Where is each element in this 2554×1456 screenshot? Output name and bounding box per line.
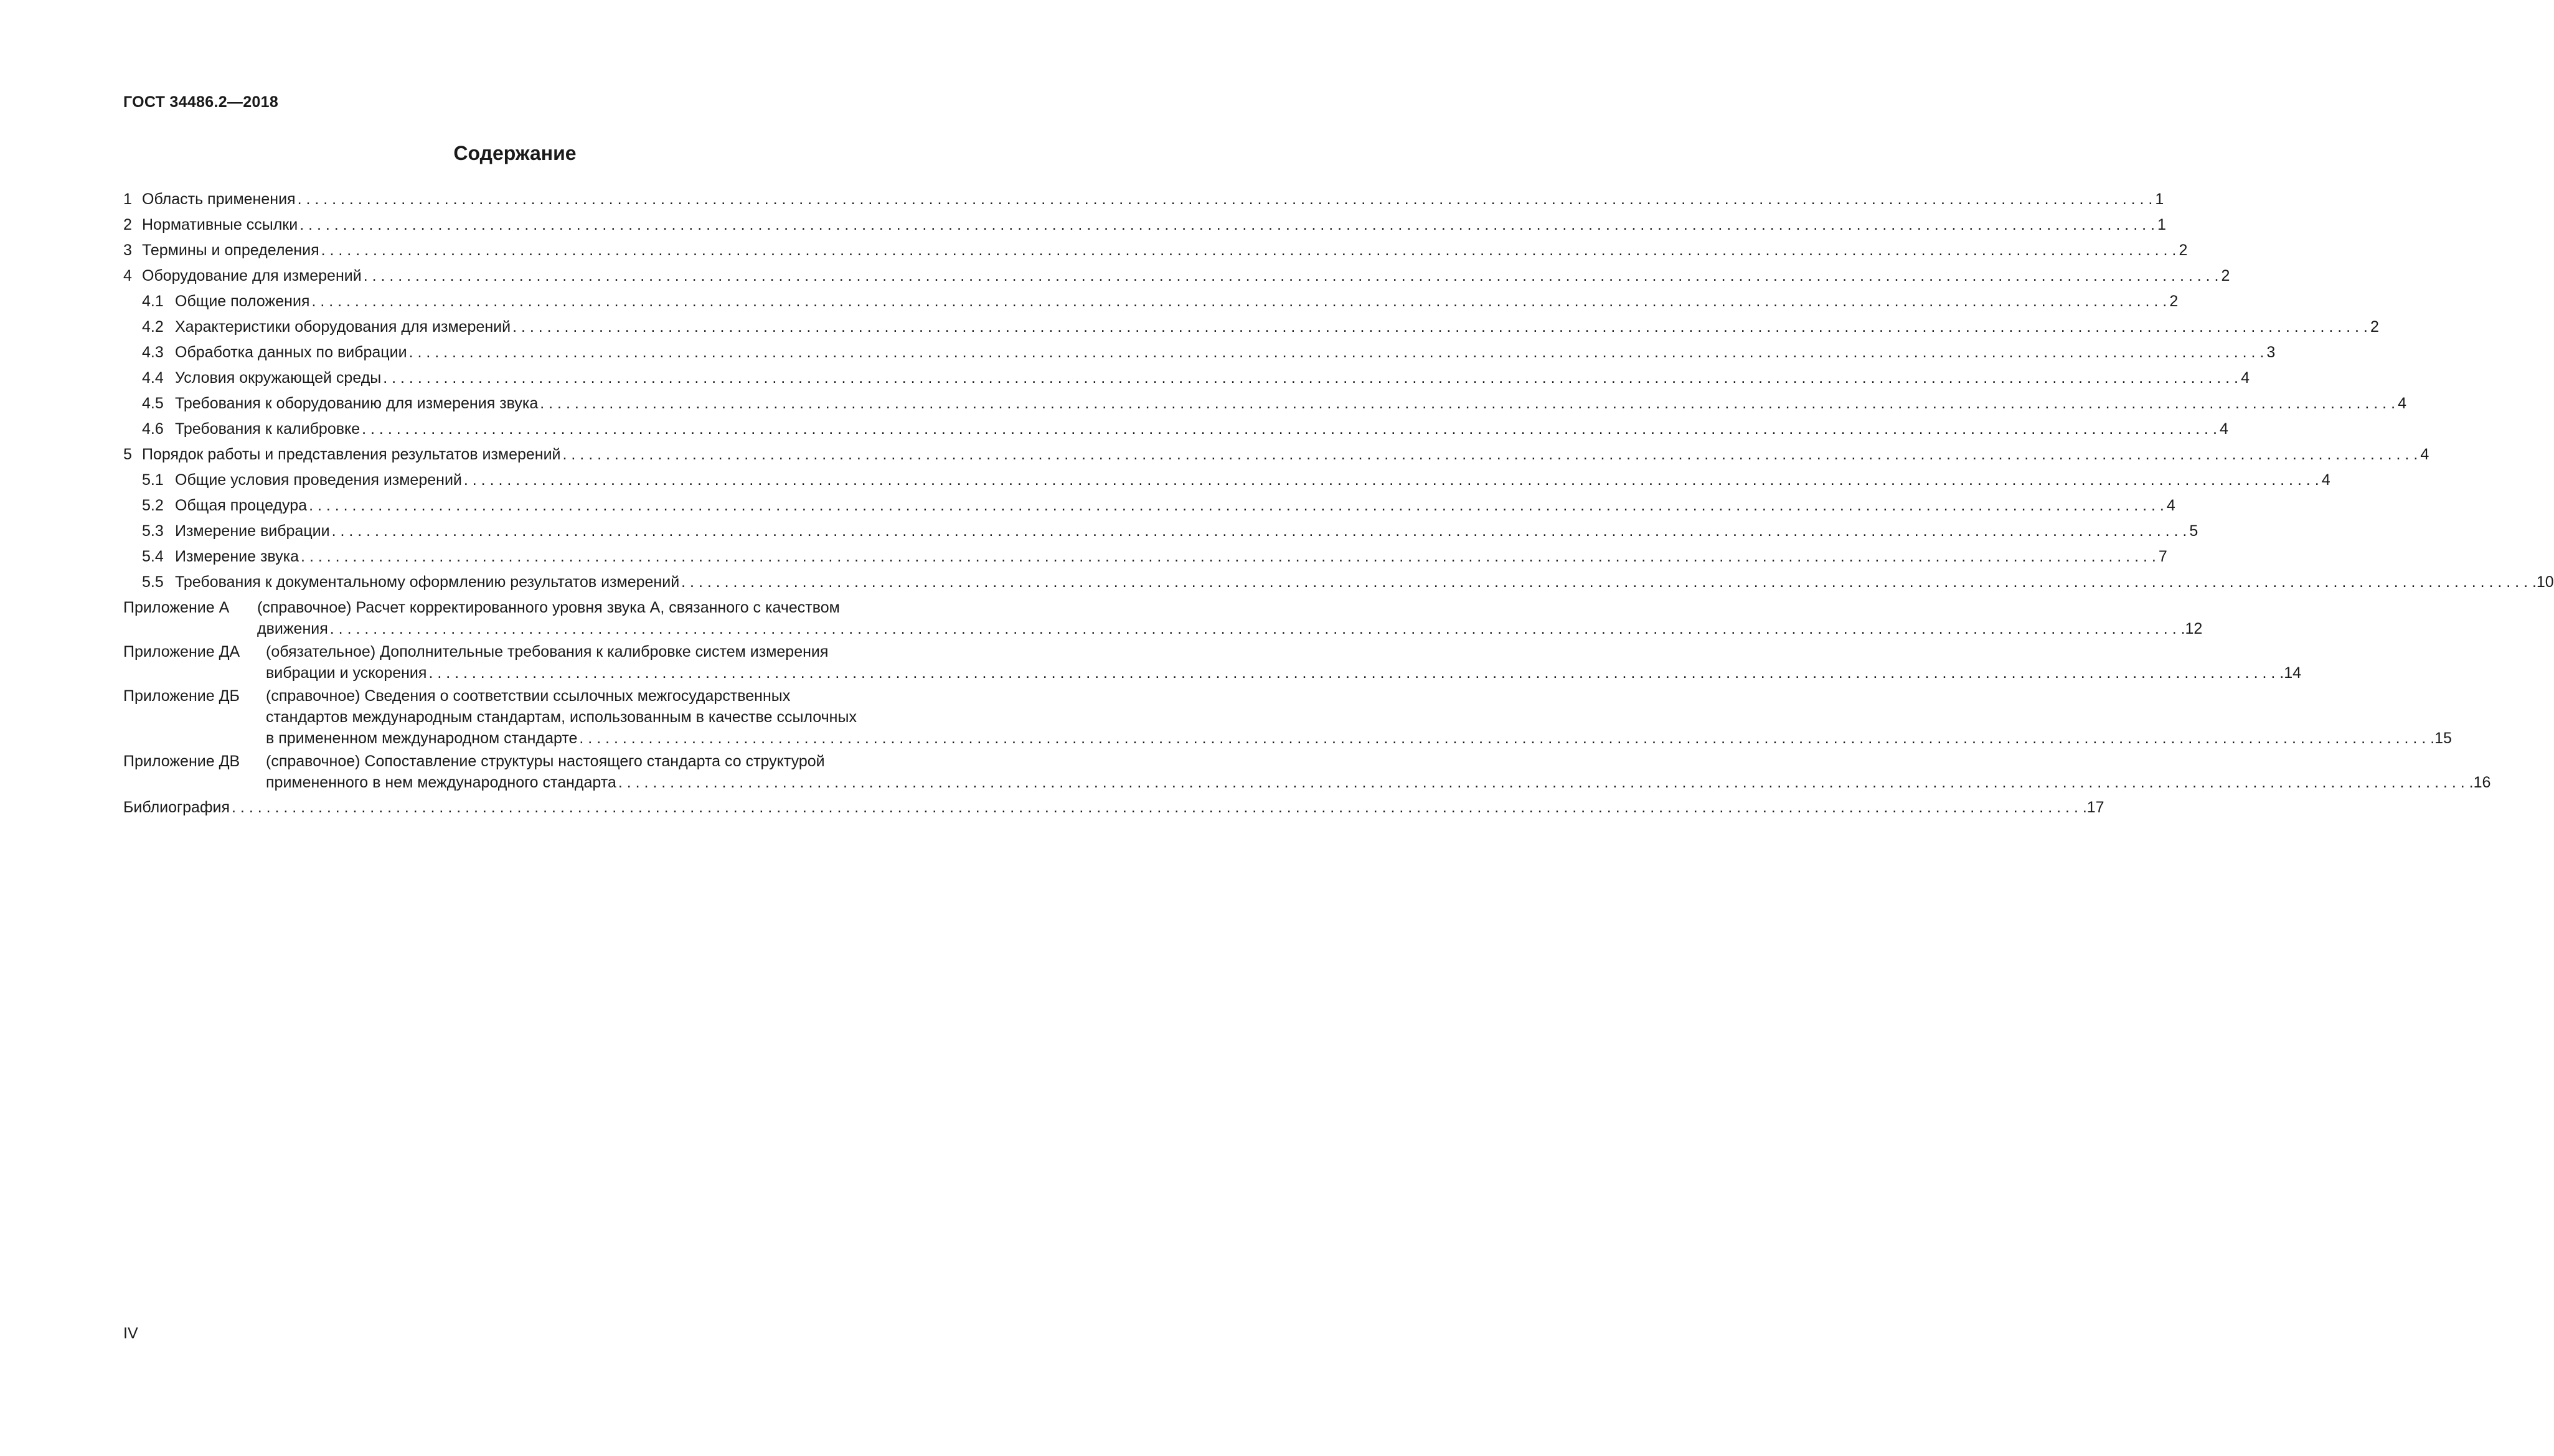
dot-leader xyxy=(362,263,2219,289)
annex-label: Приложение ДА xyxy=(123,643,240,660)
toc-subentry[interactable] xyxy=(123,570,2554,595)
toc-subentry[interactable] xyxy=(123,416,2228,442)
toc-entry-page: 4 xyxy=(2321,471,2330,489)
toc-entry[interactable] xyxy=(123,212,2166,238)
toc-subentry[interactable] xyxy=(123,519,2198,544)
dot-leader xyxy=(296,187,2153,212)
annex-page: 16 xyxy=(2473,774,2491,791)
toc-entry[interactable] xyxy=(123,442,2429,467)
toc-entry-title: Порядок работы и представления результатов измерений xyxy=(142,446,561,463)
toc-entry-title: Требования к калибровке xyxy=(175,420,360,438)
dot-leader xyxy=(360,416,2217,442)
annex-page: 14 xyxy=(2284,664,2301,682)
annex-page: 12 xyxy=(2185,620,2203,637)
annex-label: Приложение ДВ xyxy=(123,753,240,770)
toc-entry-title: Требования к оборудованию для измерения звука xyxy=(175,395,539,412)
toc-annex-db[interactable] xyxy=(123,685,2452,749)
toc-entry[interactable] xyxy=(123,238,2188,263)
toc-entry-title: Термины и определения xyxy=(142,242,319,259)
annex-title-last-line: в примененном международном стандарте xyxy=(266,730,578,747)
dot-leader xyxy=(679,570,2537,595)
annex-label: Приложение ДБ xyxy=(123,687,240,705)
toc-entry-title: Измерение звука xyxy=(175,548,299,565)
toc-annex-dv[interactable] xyxy=(123,751,2491,793)
dot-leader xyxy=(328,618,2185,639)
toc-entry-title: Обработка данных по вибрации xyxy=(175,344,407,361)
toc-entry-title: Область применения xyxy=(142,190,296,208)
annex-title-line: (справочное) Сведения о соответствии ссылочных межгосударственных xyxy=(266,687,791,705)
toc-entry-title: Нормативные ссылки xyxy=(142,216,298,233)
dot-leader xyxy=(561,442,2418,467)
toc-entry-number: 2 xyxy=(123,216,132,233)
dot-leader xyxy=(330,519,2187,544)
toc-entry-number: 5 xyxy=(123,446,132,463)
dot-leader xyxy=(381,365,2238,391)
toc-entry-page: 10 xyxy=(2536,573,2554,591)
dot-leader xyxy=(319,238,2177,263)
toc-entry-number: 5.5 xyxy=(142,573,164,591)
toc-subentry[interactable] xyxy=(123,467,2330,493)
toc-entry-page: 4 xyxy=(2420,446,2429,463)
toc-entry-page: 4 xyxy=(2398,395,2407,412)
toc-entry-number: 5.2 xyxy=(142,497,164,514)
toc-entry-number: 5.3 xyxy=(142,522,164,540)
table-of-contents xyxy=(123,187,2554,820)
toc-entry[interactable] xyxy=(123,187,2164,212)
toc-entry-page: 4 xyxy=(2241,369,2250,387)
dot-leader xyxy=(407,340,2264,365)
dot-leader xyxy=(298,212,2155,238)
document-code: ГОСТ 34486.2—2018 xyxy=(123,93,279,111)
toc-entry-number: 4.2 xyxy=(142,318,164,336)
annex-page: 15 xyxy=(2434,730,2452,747)
toc-entry-number: 5.1 xyxy=(142,471,164,489)
toc-entry-title: Требования к документальному оформлению результатов измерений xyxy=(175,573,680,591)
annex-title-last-line: движения xyxy=(257,620,328,637)
dot-leader xyxy=(299,544,2156,570)
toc-entry-number: 3 xyxy=(123,242,132,259)
dot-leader xyxy=(511,314,2368,340)
toc-entry-title: Измерение вибрации xyxy=(175,522,330,540)
toc-entry-number: 5.4 xyxy=(142,548,164,565)
annex-title-line: стандартов международным стандартам, использованным в качестве ссылочных xyxy=(266,708,857,726)
bibliography-page: 17 xyxy=(2086,799,2104,816)
toc-entry-page: 3 xyxy=(2266,344,2276,361)
toc-entry-number: 4.1 xyxy=(142,293,164,310)
dot-leader xyxy=(230,795,2087,820)
toc-subentry[interactable] xyxy=(123,493,2175,519)
toc-entry-title: Условия окружающей среды xyxy=(175,369,382,387)
dot-leader xyxy=(577,728,2434,749)
dot-leader xyxy=(426,662,2284,683)
toc-entry-number: 4.3 xyxy=(142,344,164,361)
toc-annex-a[interactable] xyxy=(123,597,2203,639)
toc-entry-title: Общая процедура xyxy=(175,497,308,514)
toc-subentry[interactable] xyxy=(123,340,2276,365)
dot-leader xyxy=(462,467,2319,493)
toc-entry-number: 4.5 xyxy=(142,395,164,412)
toc-entry-title: Характеристики оборудования для измерений xyxy=(175,318,511,336)
toc-entry[interactable] xyxy=(123,263,2230,289)
annex-title-line: (обязательное) Дополнительные требования к калибровке систем измерения xyxy=(266,643,829,660)
toc-annex-da[interactable] xyxy=(123,641,2301,683)
toc-entry-page: 1 xyxy=(2157,216,2166,233)
toc-entry-title: Общие условия проведения измерений xyxy=(175,471,462,489)
annex-title-line: (справочное) Расчет корректированного уровня звука А, связанного с качеством xyxy=(257,599,840,616)
toc-entry-page: 2 xyxy=(2221,267,2230,284)
toc-entry-page: 4 xyxy=(2219,420,2228,438)
toc-title: Содержание xyxy=(453,142,577,164)
toc-subentry[interactable] xyxy=(123,289,2179,314)
toc-subentry[interactable] xyxy=(123,544,2167,570)
toc-entry-page: 7 xyxy=(2158,548,2167,565)
dot-leader xyxy=(616,772,2474,793)
toc-entry-page: 5 xyxy=(2189,522,2198,540)
toc-entry-title: Оборудование для измерений xyxy=(142,267,362,284)
toc-entry-page: 2 xyxy=(2370,318,2379,336)
toc-entry-number: 4.4 xyxy=(142,369,164,387)
toc-subentry[interactable] xyxy=(123,391,2407,416)
annex-title-line: (справочное) Сопоставление структуры настоящего стандарта со структурой xyxy=(266,753,825,770)
toc-subentry[interactable] xyxy=(123,314,2379,340)
toc-entry-number: 4 xyxy=(123,267,132,284)
toc-entry-page: 2 xyxy=(2169,293,2179,310)
dot-leader xyxy=(538,391,2395,416)
toc-entry-page: 2 xyxy=(2179,242,2188,259)
toc-entry-number: 1 xyxy=(123,190,132,208)
toc-entry-title: Общие положения xyxy=(175,293,310,310)
toc-entry-page: 1 xyxy=(2155,190,2164,208)
annex-label: Приложение А xyxy=(123,599,230,616)
dot-leader xyxy=(307,493,2164,519)
dot-leader xyxy=(309,289,2167,314)
toc-entry-page: 4 xyxy=(2166,497,2175,514)
page-number: IV xyxy=(123,1325,138,1342)
toc-subentry[interactable] xyxy=(123,365,2250,391)
toc-bibliography[interactable] xyxy=(123,795,2104,820)
bibliography-title: Библиография xyxy=(123,799,230,816)
annex-title-last-line: вибрации и ускорения xyxy=(266,664,427,682)
annex-title-last-line: примененного в нем международного стандарта xyxy=(266,774,616,791)
toc-entry-number: 4.6 xyxy=(142,420,164,438)
